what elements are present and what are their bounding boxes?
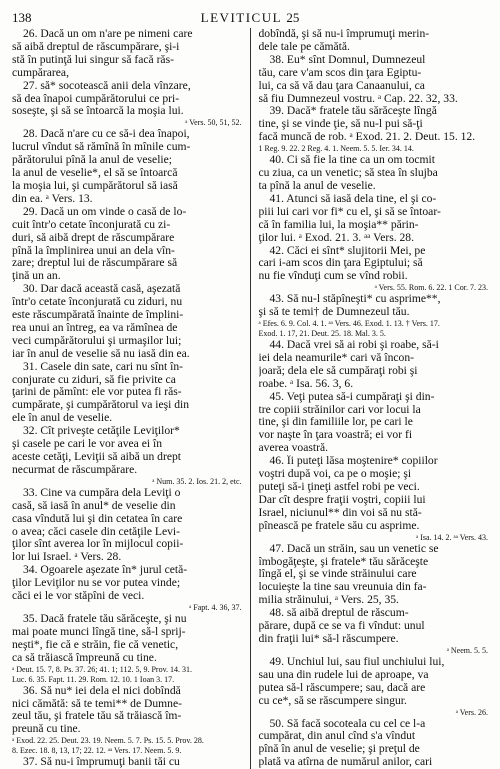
- text-line: ţină un an.: [12, 270, 61, 283]
- text-line: joară; dela ele să cumpăraţi robi şi: [258, 364, 418, 377]
- text-line: sau una din rudele lui de aproape, va: [258, 668, 429, 681]
- text-line: 36. Să nu* iei dela el nici dobîndă: [23, 684, 181, 697]
- cross-reference: ᵃ Num. 35. 2. Ios. 21. 2, etc.: [152, 476, 242, 486]
- text-line: este răscumpărată înainte de împlini-: [12, 309, 184, 322]
- text-line: pînească pe fratele său cu asprime.: [258, 519, 420, 532]
- text-line: cari i-am scos din ţara Egiptului; să: [258, 257, 423, 270]
- text-line: Dar cît despre fraţii voştri, copiii lui: [258, 493, 426, 506]
- text-line: 50. Să facă socoteala cu cel ce l-a: [269, 717, 426, 730]
- text-line: voştri după voi, ca pe o moşie; şi: [258, 468, 412, 481]
- text-line: ta pînă la anul de veselie.: [258, 179, 376, 192]
- cross-reference: ᵃ Deut. 15. 7, 8. Ps. 37. 26; 41. 1; 112. 5, 9. Prov. 14. 31.: [12, 664, 193, 674]
- text-line: 49. Unchiul lui, sau fiul unchiului lui,: [269, 655, 445, 668]
- running-title: [12, 10, 488, 26]
- text-line: facă muncă de rob. ᵃ Exod. 21. 2. Deut. 15. 12.: [258, 131, 476, 144]
- text-line: şi casele pe cari le vor avea ei în: [12, 438, 162, 451]
- text-line: să dea înapoi cumpărătorului ce pri-: [12, 92, 180, 105]
- text-line: casă, să iasă în anul* de veselie din: [12, 499, 176, 512]
- text-line: 27. să* socotească anii dela vînzare,: [23, 79, 191, 92]
- text-line: veci cumpărătorului şi urmaşilor lui;: [12, 334, 182, 347]
- text-line: şi să te temi† de Dumnezeul tău.: [258, 306, 410, 319]
- cross-reference: ᵃ Exod. 22. 25. Deut. 23. 19. Neem. 5. 7. Ps. 15. 5. Prov. 28.: [12, 736, 204, 746]
- text-line: nici cămătă: să te temi** de Dumne-: [12, 697, 182, 710]
- text-line: dobîndă, şi să nu-i împrumuţi merin-: [258, 28, 430, 40]
- text-line: 26. Dacă un om n'are pe nimeni care: [23, 28, 193, 40]
- text-line: cumpărate, şi cumpărătorul va ieşi din: [12, 399, 190, 412]
- text-line: pînă în anul de veselie; şi preţul de: [258, 743, 420, 756]
- cross-reference: Exod. 1. 17, 21. Deut. 25. 18. Mal. 3. 5.: [258, 329, 386, 339]
- cross-reference: ᵃ Vers. 50, 51, 52.: [185, 118, 242, 128]
- text-line: lucrul vîndut să rămînă în mînile cum-: [12, 141, 191, 154]
- page-header: [12, 10, 488, 28]
- text-line: cu ce*, să se răscumpere singur.: [258, 694, 407, 707]
- text-line: 40. Ci să fie la tine ca un om tocmit: [269, 154, 435, 167]
- text-line: iei dela neamurile* cari vă încon-: [258, 351, 414, 364]
- text-line: din fraţii lui* să-l răscumpere.: [258, 632, 399, 645]
- text-line: 35. Dacă fratele tău sărăceşte, şi nu: [23, 612, 187, 625]
- page-number: 138: [12, 10, 32, 25]
- text-line: 31. Casele din sate, cari nu sînt în-: [23, 360, 184, 373]
- column-divider: [250, 28, 251, 769]
- text-line: pînă la împlinirea unui an dela vîn-: [12, 244, 175, 257]
- chapter-number: 25: [286, 10, 300, 25]
- cross-reference: ᵃ Fapt. 4. 36, 37.: [189, 602, 242, 612]
- text-line: la moşia lui, şi cumpărătorul să iasă: [12, 179, 178, 192]
- text-line: duri, să aibă drept de răscumpărare: [12, 231, 175, 244]
- text-line: 44. Dacă vrei să ai robi şi roabe, să-i: [269, 339, 439, 352]
- text-line: vor naşte în ţara voastră; ei vor fi: [258, 429, 413, 442]
- text-line: piii lui cari vor fi* cu el, şi să se întoar-: [258, 205, 441, 218]
- text-line: 29. Dacă un om vinde o casă de lo-: [23, 205, 187, 218]
- text-line: rea unui an întreg, ea va rămînea de: [12, 321, 178, 334]
- text-line: să aibă dreptul de răscumpărare, şi-i: [12, 40, 180, 53]
- text-line: 43. Să nu-l stăpîneşti* cu asprime**,: [269, 293, 441, 306]
- text-line: 47. Dacă un străin, sau un venetic se: [269, 542, 439, 555]
- text-line: casa vîndută lui şi din cetatea în care: [12, 512, 183, 525]
- cross-reference: ᵃ Isa. 14. 2. ᵃᵃ Vers. 43.: [416, 532, 488, 542]
- text-line: din ea. ᵃ Vers. 13.: [12, 192, 93, 205]
- text-line: părătorului pînă la anul de veselie;: [12, 154, 172, 167]
- text-line: ele în anul de veselie.: [12, 412, 113, 425]
- text-line: tău, care v'am scos din ţara Egiptu-: [258, 66, 422, 79]
- cross-reference: ᵃ Neem. 5. 5.: [446, 645, 488, 655]
- text-columns: [12, 28, 488, 769]
- text-line: averea voastră.: [258, 442, 329, 455]
- cross-reference: 8. Ezec. 18. 8, 13, 17; 22. 12. ᵃᵃ Vers. 17. Neem. 5. 9.: [12, 746, 182, 756]
- text-line: 28. Dacă n'are cu ce să-i dea înapoi,: [23, 128, 190, 141]
- book-name: LEVITICUL: [200, 10, 282, 25]
- left-column: [12, 28, 242, 769]
- text-line: 42. Căci ei sînt* slujitorii Mei, pe: [269, 244, 426, 257]
- text-line: cuit într'o cetate înconjurată cu zi-: [12, 218, 171, 231]
- text-line: soseşte, şi să se întoarcă la moşia lui.: [12, 105, 184, 118]
- text-line: ţarini de pămînt: ele vor putea fi răs-: [12, 386, 182, 399]
- text-line: lîngă el, şi se vinde străinului care: [258, 568, 417, 581]
- text-line: zeul tău, şi fratele tău să trăiască îm-: [12, 710, 182, 723]
- text-line: lui, ca să vă dau ţara Canaanului, ca: [258, 79, 425, 92]
- text-line: preună cu tine.: [12, 723, 81, 736]
- text-line: putea să-l răscumpere; sau, dacă are: [258, 681, 426, 694]
- right-column: [259, 28, 489, 769]
- text-line: 37. Să nu-i împrumuţi banii tăi cu: [23, 756, 180, 769]
- text-line: cumpărat, din anul cînd s'a vîndut: [258, 730, 416, 743]
- text-line: tine, şi din familiile lor, pe cari le: [258, 416, 413, 429]
- text-line: tre copiii străinilor cari vor locui la: [258, 403, 421, 416]
- text-line: părare, după ce se va fi vîndut: unul: [258, 620, 425, 633]
- text-line: cu ziua, ca un venetic; să stea în slujba: [258, 167, 438, 180]
- cross-reference: ᵃ Efes. 6. 9. Col. 4. 1. ᵃᵃ Vers. 46. Exod. 1. 13. † Vers. 17.: [258, 319, 440, 329]
- text-line: milia străinului, ᵃ Vers. 25, 35.: [258, 594, 399, 607]
- text-line: 41. Atunci să iasă dela tine, el şi co-: [269, 192, 437, 205]
- text-line: plată va atîrna de numărul anilor, cari: [258, 756, 433, 769]
- text-line: Israel, niciunul** din voi să nu stă-: [258, 506, 422, 519]
- text-line: zare; dreptul lui de răscumpărare să: [12, 257, 178, 270]
- text-line: 38. Eu* sînt Domnul, Dumnezeul: [269, 53, 426, 66]
- text-line: într'o cetate înconjurată cu ziduri, nu: [12, 296, 183, 309]
- cross-reference: 1 Reg. 9. 22. 2 Reg. 4. 1. Neem. 5. 5. Ier. 34. 14.: [258, 144, 414, 154]
- cross-reference: Luc. 6. 35. Fapt. 11. 29. Rom. 12. 10. 1 Ioan 3. 17.: [12, 674, 175, 684]
- text-line: nu fie vînduţi cum se vînd robii.: [258, 270, 408, 283]
- text-line: iar în anul de veselie să nu iasă din ea.: [12, 347, 190, 360]
- text-line: neşti*, fie că e străin, fie că venetic,: [12, 638, 179, 651]
- text-line: necurmat de răscumpărare.: [12, 463, 138, 476]
- text-line: 48. să aibă dreptul de răscum-: [269, 607, 409, 620]
- text-line: o avea; căci casele din cetăţile Levi-: [12, 525, 181, 538]
- text-line: ca să trăiască împreună cu tine.: [12, 651, 157, 664]
- text-line: 46. Îi puteţi lăsa moştenire* copiilor: [269, 455, 438, 468]
- text-line: să fiu Dumnezeul vostru. ᵃ Cap. 22. 32, 33.: [258, 92, 458, 105]
- text-line: ţilor sînt averea lor în mijlocul copii-: [12, 538, 184, 551]
- text-line: ţilor lui. ᵃ Exod. 21. 3. ᵃᵃ Vers. 28.: [258, 231, 415, 244]
- text-line: dele tale pe cămătă.: [258, 40, 350, 53]
- text-line: stă în putinţă lui singur să facă răs-: [12, 53, 174, 66]
- text-line: 39. Dacă* fratele tău sărăceşte lîngă: [269, 105, 437, 118]
- text-line: aceste cetăţi, Leviţii să aibă un drept: [12, 451, 181, 463]
- text-line: conjurate cu ziduri, să fie privite ca: [12, 373, 176, 386]
- text-line: la anul de veselie*, el să se întoarcă: [12, 167, 178, 180]
- text-line: căci ei le vor stăpîni de veci.: [12, 590, 145, 603]
- text-line: puteţi să-i ţineţi astfel robi pe veci.: [258, 481, 420, 493]
- text-line: roabe. ᵃ Isa. 56. 3, 6.: [258, 377, 354, 390]
- text-line: 33. Cine va cumpăra dela Leviţi o: [23, 486, 181, 499]
- text-line: locuieşte la tine sau vreunuia din fa-: [258, 581, 427, 594]
- text-line: îmbogăţeşte, şi fratele* tău sărăceşte: [258, 555, 429, 568]
- text-line: lor lui Israel. ᵃ Vers. 28.: [12, 551, 122, 564]
- text-line: 45. Veţi putea să-i cumpăraţi şi din-: [269, 390, 435, 403]
- text-line: că în familia lui, la moşia** părin-: [258, 218, 419, 231]
- text-line: 32. Cît priveşte cetăţile Leviţilor*: [23, 425, 180, 438]
- text-line: ţilor Leviţilor nu se vor putea vinde;: [12, 577, 181, 590]
- text-line: tine, şi se vinde ţie, să nu-l pui să-ţi: [258, 118, 423, 131]
- cross-reference: ᵃ Vers. 26.: [455, 707, 488, 717]
- text-line: 30. Dar dacă această casă, aşezată: [23, 283, 181, 296]
- text-line: cumpărarea,: [12, 66, 69, 79]
- text-line: 34. Ogoarele aşezate în* jurul cetă-: [23, 564, 188, 577]
- cross-reference: ᵃ Vers. 55. Rom. 6. 22. 1 Cor. 7. 23.: [374, 283, 488, 293]
- text-line: mai poate munci lîngă tine, să-l sprij-: [12, 625, 186, 638]
